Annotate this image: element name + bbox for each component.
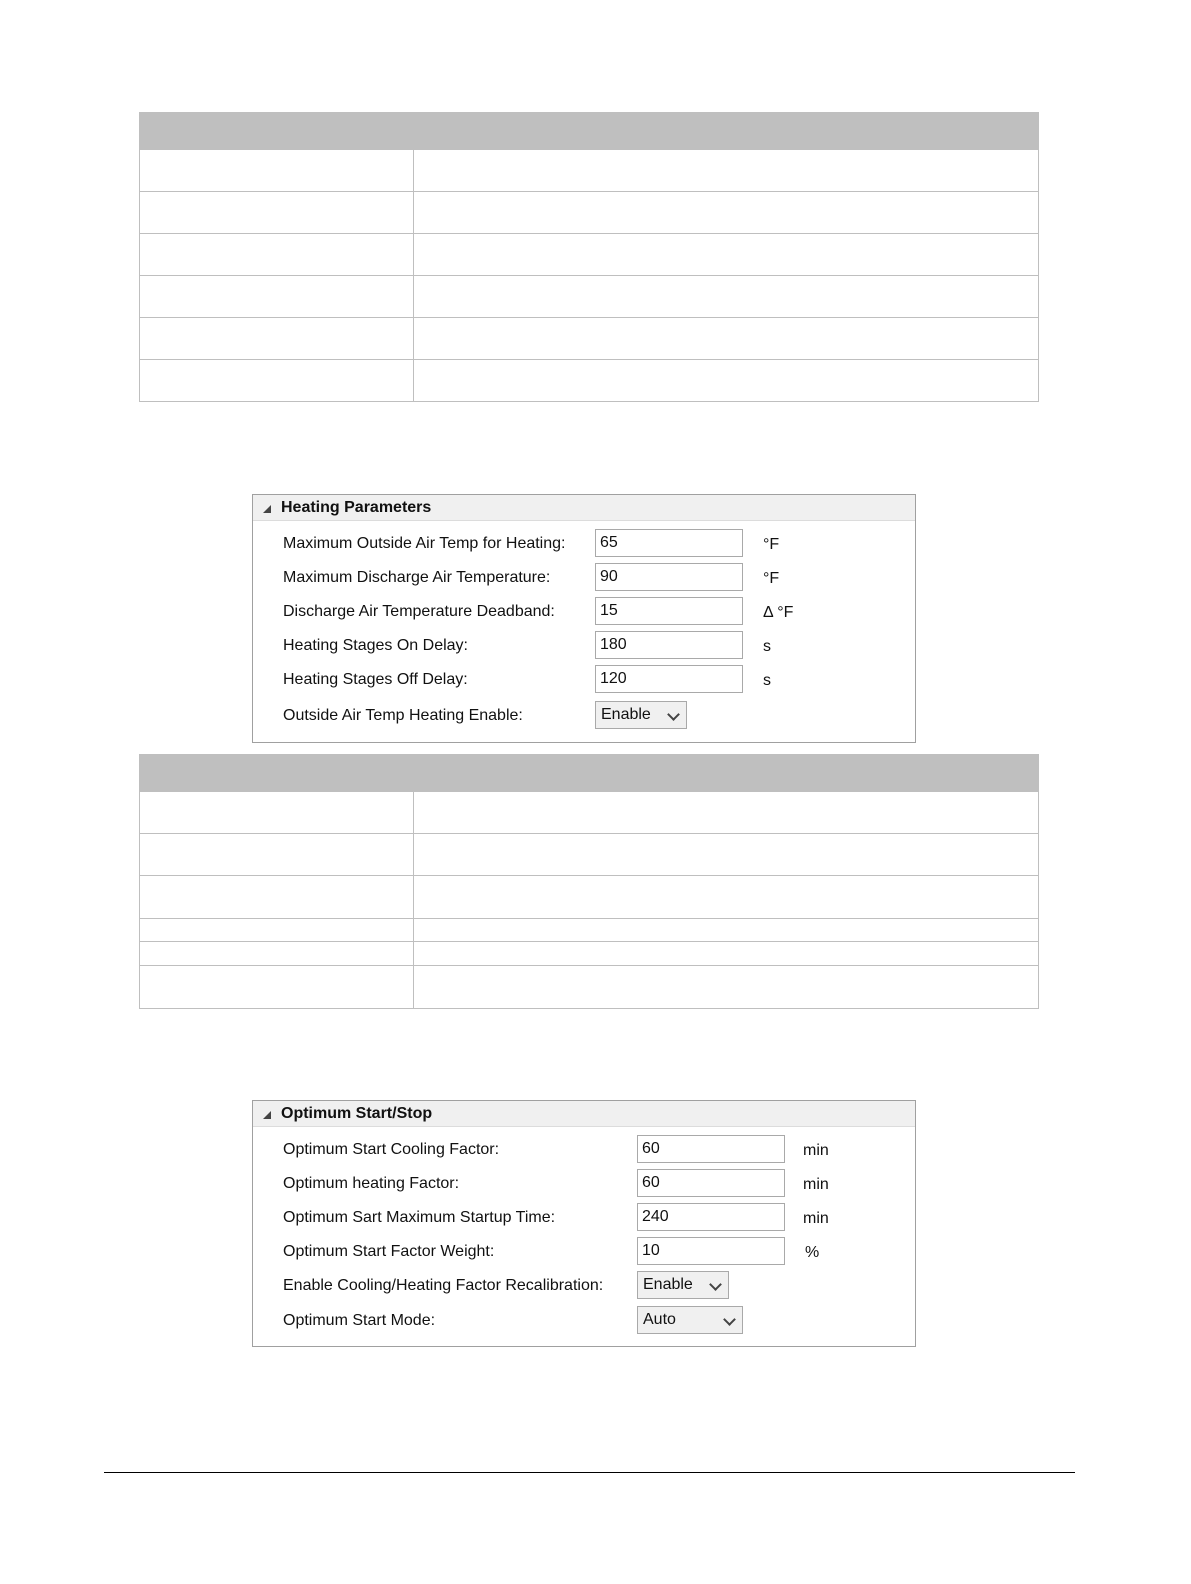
table-header: [139, 112, 1039, 150]
max-outside-air-temp-input[interactable]: [595, 529, 743, 557]
heating-stages-on-delay-input[interactable]: [595, 631, 743, 659]
unit-label: min: [803, 1210, 829, 1227]
optimum-start-cooling-factor-input[interactable]: [637, 1135, 785, 1163]
max-discharge-air-temp-input[interactable]: [595, 563, 743, 591]
chevron-down-icon: [723, 1313, 736, 1326]
setting-label: Maximum Discharge Air Temperature:: [283, 569, 551, 586]
setting-label: Outside Air Temp Heating Enable:: [283, 707, 523, 724]
table-row: [139, 792, 1039, 834]
unit-label: °F: [763, 570, 780, 587]
panel-header[interactable]: [253, 495, 915, 521]
unit-label: min: [803, 1176, 829, 1193]
setting-label: Optimum heating Factor:: [283, 1175, 460, 1192]
factor-recalibration-select[interactable]: [637, 1271, 729, 1299]
chevron-down-icon: [709, 1278, 722, 1291]
unit-label: min: [803, 1142, 829, 1159]
setting-row: [253, 701, 915, 731]
collapse-triangle-icon[interactable]: [263, 1111, 271, 1119]
setting-label: Enable Cooling/Heating Factor Recalibration:: [283, 1277, 604, 1294]
setting-label: Discharge Air Temperature Deadband:: [283, 603, 555, 620]
heating-parameters-panel: [252, 494, 916, 743]
optimum-start-stop-panel: [252, 1100, 916, 1347]
table-header: [139, 754, 1039, 792]
doc-table-1: [139, 112, 1039, 402]
table-row: [139, 192, 1039, 234]
unit-label: s: [763, 638, 771, 655]
discharge-air-deadband-input[interactable]: [595, 597, 743, 625]
setting-row: [253, 665, 915, 695]
table-row: [139, 876, 1039, 919]
setting-row: [253, 529, 915, 559]
table-row: [139, 150, 1039, 192]
setting-label: Optimum Start Mode:: [283, 1312, 436, 1329]
table-row: [139, 919, 1039, 942]
table-row: [139, 234, 1039, 276]
footer-rule: [104, 1472, 1075, 1473]
table-row: [139, 276, 1039, 318]
select-value: Enable: [643, 1276, 693, 1293]
heating-stages-off-delay-input[interactable]: [595, 665, 743, 693]
panel-title: Heating Parameters: [281, 498, 432, 516]
table-row: [139, 360, 1039, 402]
setting-row: [253, 1135, 915, 1165]
setting-label: Heating Stages Off Delay:: [283, 671, 468, 688]
unit-label: Δ °F: [763, 604, 794, 621]
outside-air-heating-enable-select[interactable]: [595, 701, 687, 729]
setting-row: [253, 597, 915, 627]
setting-row: [253, 1169, 915, 1199]
setting-label: Maximum Outside Air Temp for Heating:: [283, 535, 566, 552]
table-row: [139, 966, 1039, 1009]
select-value: Enable: [601, 706, 651, 723]
panel-header[interactable]: [253, 1101, 915, 1127]
optimum-start-mode-select[interactable]: [637, 1306, 743, 1334]
panel-title: Optimum Start/Stop: [281, 1104, 433, 1122]
setting-label: Optimum Sart Maximum Startup Time:: [283, 1209, 556, 1226]
setting-row: [253, 631, 915, 661]
unit-label: s: [763, 672, 771, 689]
optimum-heating-factor-input[interactable]: [637, 1169, 785, 1197]
setting-row: [253, 1237, 915, 1267]
select-value: Auto: [643, 1311, 676, 1328]
setting-row: [253, 563, 915, 593]
optimum-max-startup-time-input[interactable]: [637, 1203, 785, 1231]
table-row: [139, 834, 1039, 876]
chevron-down-icon: [667, 708, 680, 721]
setting-row: [253, 1271, 915, 1301]
setting-row: [253, 1306, 915, 1336]
unit-label: %: [805, 1244, 820, 1261]
setting-row: [253, 1203, 915, 1233]
table-row: [139, 318, 1039, 360]
doc-table-2: [139, 754, 1039, 1009]
collapse-triangle-icon[interactable]: [263, 505, 271, 513]
setting-label: Optimum Start Cooling Factor:: [283, 1141, 500, 1158]
optimum-start-factor-weight-input[interactable]: [637, 1237, 785, 1265]
table-row: [139, 942, 1039, 966]
setting-label: Optimum Start Factor Weight:: [283, 1243, 495, 1260]
unit-label: °F: [763, 536, 780, 553]
setting-label: Heating Stages On Delay:: [283, 637, 468, 654]
